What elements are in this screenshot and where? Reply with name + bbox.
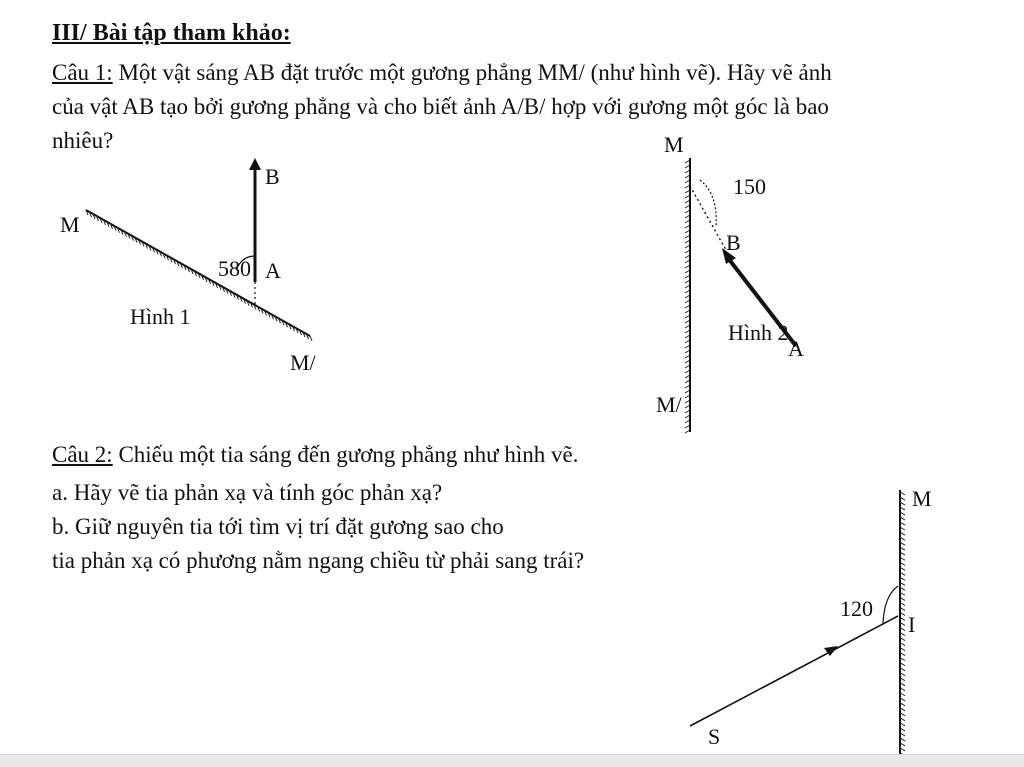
figure-2-label-b: B: [726, 230, 741, 255]
figure-2-angle-arc: [700, 180, 716, 226]
section-heading: III/ Bài tập tham khảo:: [52, 20, 291, 46]
figure-3-angle-label: 120: [840, 596, 873, 621]
figure-2-angle-label: 150: [733, 174, 766, 199]
figure-3-angle-arc: [883, 586, 898, 624]
figure-3-label-m: M: [912, 486, 932, 511]
figure-1-label-m-prime: M/: [290, 350, 316, 375]
figure-1-label-a: A: [265, 258, 281, 283]
question-1-text: Một vật sáng AB đặt trước một gương phẳng MM/ (như hình vẽ). Hãy vẽ ảnh: [112, 60, 832, 85]
question-2-part-a: a. Hãy vẽ tia phản xạ và tính góc phản xạ?: [52, 480, 443, 505]
figure-1-angle-label: 580: [218, 256, 251, 281]
question-1-line-2: của vật AB tạo bởi gương phẳng và cho biết ảnh A/B/ hợp với gương một góc là bao: [52, 94, 829, 119]
window-bottom-bar: [0, 754, 1024, 767]
figure-3: [690, 490, 905, 761]
figure-2-label-m-prime: M/: [656, 392, 682, 417]
figure-3-label-s: S: [708, 724, 721, 749]
figure-1-arrow-b-icon: [249, 158, 261, 170]
figure-2-extension-dotted: [690, 186, 726, 250]
figure-1-label-b: B: [265, 164, 280, 189]
figure-2-label-m: M: [664, 132, 684, 157]
question-2-part-b-cont: tia phản xạ có phương nằm ngang chiều từ phải sang trái?: [52, 548, 585, 573]
question-2-label: Câu 2:: [52, 442, 113, 467]
figure-1-label-m: M: [60, 212, 80, 237]
figure-3-incident-ray: [690, 616, 898, 726]
mirror-hatch-mark: [310, 336, 312, 341]
question-2-part-b: b. Giữ nguyên tia tới tìm vị trí đặt gương sao cho: [52, 514, 504, 539]
figure-2-label-a: A: [788, 336, 804, 361]
question-1-label: Câu 1:: [52, 60, 113, 85]
figure-3-label-i: I: [908, 612, 916, 637]
question-2-text: Chiếu một tia sáng đến gương phẳng như hình vẽ.: [112, 442, 579, 467]
figure-2-caption: Hình 2: [728, 320, 789, 345]
figure-1-caption: Hình 1: [130, 304, 191, 329]
question-1-line-3: nhiêu?: [52, 128, 114, 153]
